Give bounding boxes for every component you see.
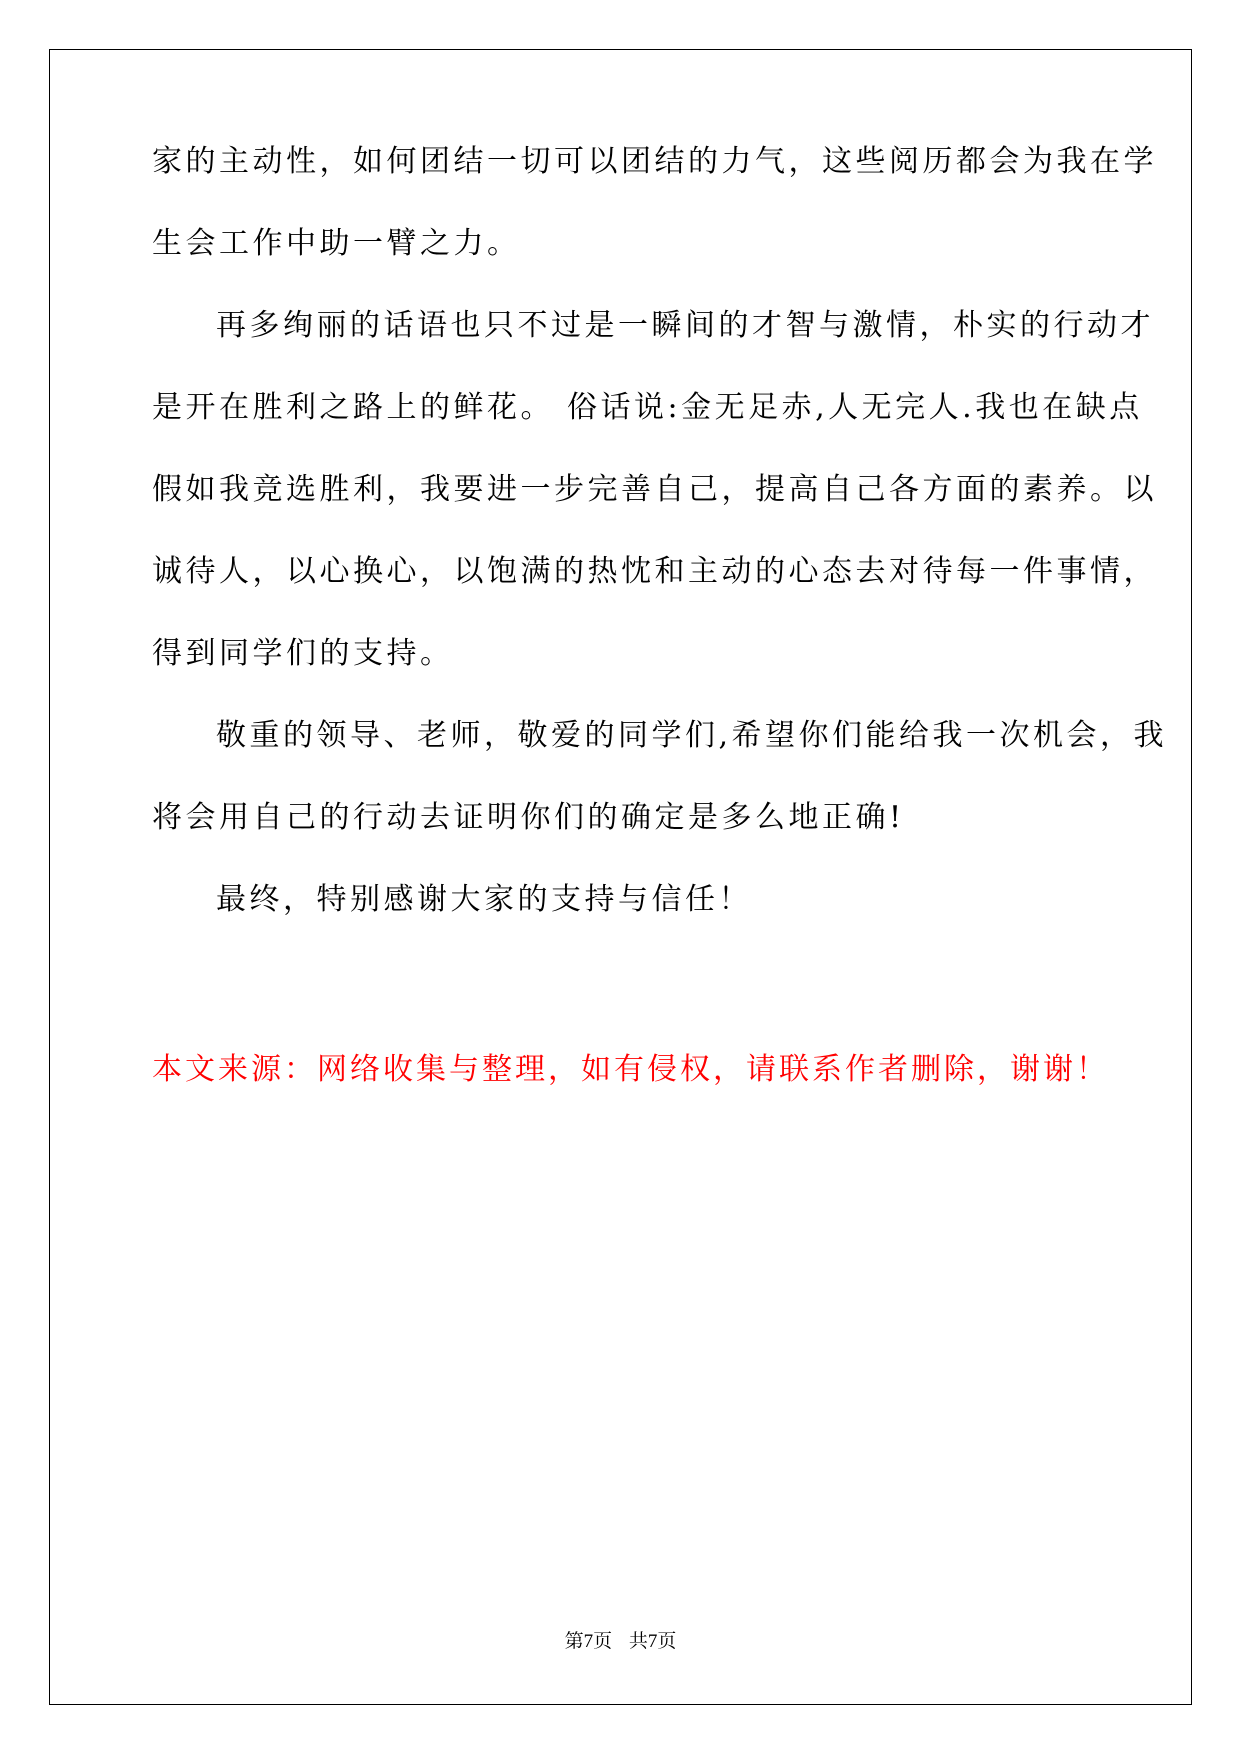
- paragraph-line: 是开在胜利之路上的鲜花。 俗话说:金无足赤,人无完人.我也在缺点: [152, 390, 1143, 425]
- page-number: 第7页: [564, 1631, 613, 1652]
- paragraph-line: 将会用自己的行动去证明你们的确定是多么地正确!: [152, 800, 905, 835]
- paragraph-line: 最终，特别感谢大家的支持与信任！: [216, 882, 752, 917]
- source-note: 本文来源：网络收集与整理，如有侵权，请联系作者删除，谢谢！: [152, 1052, 1109, 1087]
- paragraph-line: 诚待人，以心换心，以饱满的热忱和主动的心态去对待每一件事情，: [152, 554, 1157, 589]
- paragraph-line: 假如我竞选胜利，我要进一步完善自己，提高自己各方面的素养。以: [152, 472, 1157, 507]
- paragraph-line: 家的主动性，如何团结一切可以团结的力气，这些阅历都会为我在学: [152, 144, 1157, 179]
- paragraph-line: 得到同学们的支持。: [152, 636, 454, 671]
- page-total: 共7页: [628, 1631, 677, 1652]
- page-footer: [0, 1630, 1241, 1654]
- document-body: [152, 144, 1168, 941]
- paragraph-line: 再多绚丽的话语也只不过是一瞬间的才智与激情，朴实的行动才: [216, 308, 1154, 343]
- paragraph-line: 敬重的领导、老师，敬爱的同学们,希望你们能给我一次机会，我: [216, 718, 1168, 753]
- paragraph-line: 生会工作中助一臂之力。: [152, 226, 521, 261]
